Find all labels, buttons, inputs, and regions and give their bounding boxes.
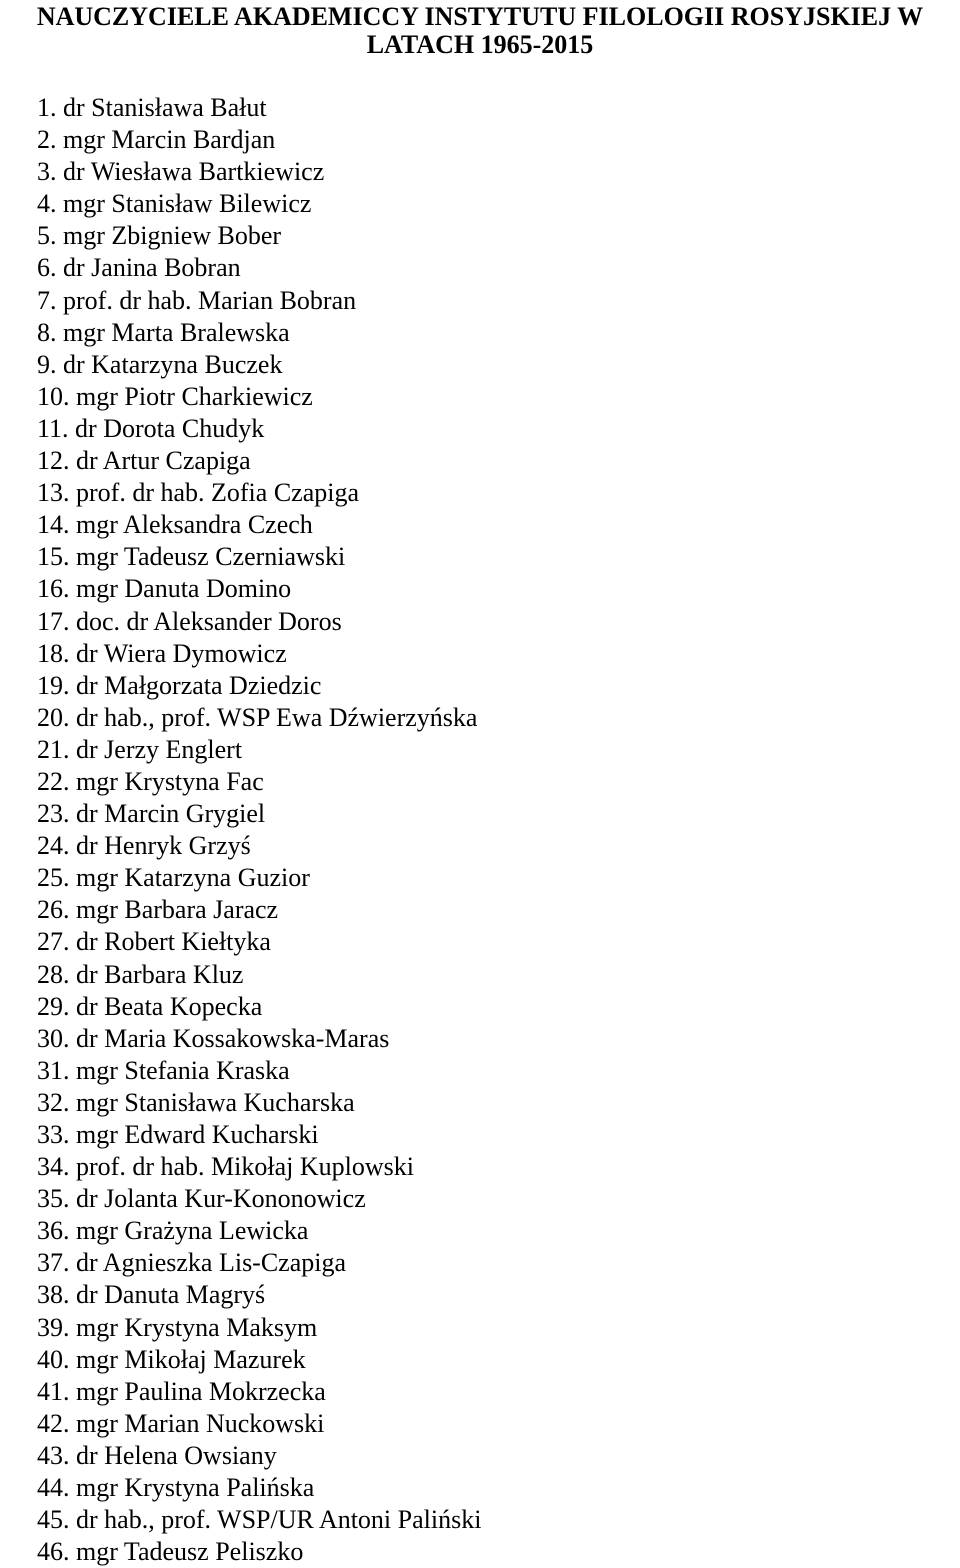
title-line-1: NAUCZYCIELE AKADEMICCY INSTYTUTU FILOLOGII ROSYJSKIEJ W <box>36 2 924 31</box>
list-item-name: dr Barbara Kluz <box>76 959 244 989</box>
list-item-name: dr Wiera Dymowicz <box>76 638 287 668</box>
list-item-number: 12. <box>37 446 70 476</box>
list-item-number: 22. <box>37 766 70 796</box>
list-item-number: 18. <box>37 638 70 668</box>
list-item <box>37 1119 481 1151</box>
list-item-name: mgr Stanisław Bilewicz <box>63 189 312 219</box>
list-item <box>37 1151 481 1183</box>
list-item <box>37 1408 481 1440</box>
list-item-number: 32. <box>37 1087 70 1117</box>
list-item-name: dr Marcin Grygiel <box>76 799 266 829</box>
list-item <box>37 1376 481 1408</box>
list-item <box>37 606 481 638</box>
list-item <box>37 285 481 317</box>
list-item <box>37 477 481 509</box>
list-item <box>37 766 481 798</box>
list-item-number: 23. <box>37 799 70 829</box>
list-item-name: dr Robert Kiełtyka <box>76 927 271 957</box>
list-item <box>37 252 481 284</box>
list-item-number: 20. <box>37 702 70 732</box>
list-item-name: mgr Zbigniew Bober <box>63 221 282 251</box>
list-item-name: dr Agnieszka Lis-Czapiga <box>76 1248 347 1278</box>
list-item-name: prof. dr hab. Zofia Czapiga <box>76 478 360 508</box>
list-item-name: mgr Danuta Domino <box>76 574 292 604</box>
list-item-name: mgr Krystyna Fac <box>76 766 264 796</box>
list-item-number: 11. <box>37 413 69 443</box>
list-item <box>37 220 481 252</box>
list-item <box>37 926 481 958</box>
list-item-name: mgr Marcin Bardjan <box>63 125 276 155</box>
list-item-number: 28. <box>37 959 70 989</box>
list-item <box>37 156 481 188</box>
list-item-name: dr Jolanta Kur-Kononowicz <box>76 1184 366 1214</box>
list-item <box>37 991 481 1023</box>
list-item <box>37 349 481 381</box>
list-item-name: prof. dr hab. Mikołaj Kuplowski <box>76 1152 414 1182</box>
list-item <box>37 1536 481 1568</box>
list-item-number: 43. <box>37 1440 70 1470</box>
list-item <box>37 1183 481 1215</box>
list-item <box>37 1023 481 1055</box>
list-item-name: dr Beata Kopecka <box>76 991 263 1021</box>
list-item-name: dr Katarzyna Buczek <box>63 349 283 379</box>
list-item-number: 30. <box>37 1023 70 1053</box>
list-item-number: 38. <box>37 1280 70 1310</box>
list-item <box>37 188 481 220</box>
list-item-name: dr hab., prof. WSP Ewa Dźwierzyńska <box>76 702 478 732</box>
list-item <box>37 670 481 702</box>
list-item-number: 17. <box>37 606 70 636</box>
list-item <box>37 862 481 894</box>
list-item-number: 45. <box>37 1505 70 1535</box>
list-item-name: dr Dorota Chudyk <box>75 413 265 443</box>
list-item-number: 27. <box>37 927 70 957</box>
list-item-number: 36. <box>37 1216 70 1246</box>
list-item-number: 25. <box>37 863 70 893</box>
list-item-name: dr Stanisława Bałut <box>63 93 267 122</box>
list-item <box>37 894 481 926</box>
list-item <box>37 959 481 991</box>
list-item-name: mgr Paulina Mokrzecka <box>76 1376 326 1406</box>
list-item-name: mgr Mikołaj Mazurek <box>76 1344 306 1374</box>
list-item <box>37 1312 481 1344</box>
list-item-number: 41. <box>37 1376 70 1406</box>
list-item-name: mgr Piotr Charkiewicz <box>76 381 313 411</box>
list-item-number: 1. <box>37 93 57 122</box>
list-item-name: mgr Tadeusz Peliszko <box>76 1537 304 1567</box>
list-item <box>37 445 481 477</box>
list-item-number: 37. <box>37 1248 70 1278</box>
list-item <box>37 702 481 734</box>
list-item-name: dr Małgorzata Dziedzic <box>76 670 322 700</box>
list-item-name: mgr Tadeusz Czerniawski <box>76 542 346 572</box>
list-item-number: 8. <box>37 317 57 347</box>
list-item <box>37 541 481 573</box>
list-item <box>37 1344 481 1376</box>
list-item <box>37 1215 481 1247</box>
list-item-name: dr Janina Bobran <box>63 253 241 283</box>
list-item <box>37 1247 481 1279</box>
staff-list <box>37 92 481 1568</box>
list-item <box>37 638 481 670</box>
list-item-name: dr Danuta Magryś <box>76 1280 266 1310</box>
list-item <box>37 1504 481 1536</box>
list-item-name: mgr Aleksandra Czech <box>76 510 313 540</box>
list-item-number: 5. <box>37 221 57 251</box>
list-item-name: prof. dr hab. Marian Bobran <box>63 285 357 315</box>
list-item-name: mgr Stanisława Kucharska <box>76 1087 355 1117</box>
list-item-number: 24. <box>37 831 70 861</box>
list-item-number: 21. <box>37 734 70 764</box>
list-item-number: 14. <box>37 510 70 540</box>
list-item-number: 13. <box>37 478 70 508</box>
list-item-name: mgr Grażyna Lewicka <box>76 1216 309 1246</box>
list-item-number: 40. <box>37 1344 70 1374</box>
list-item-number: 4. <box>37 189 57 219</box>
list-item-number: 15. <box>37 542 70 572</box>
list-item-number: 6. <box>37 253 57 283</box>
list-item-number: 26. <box>37 895 70 925</box>
list-item <box>37 1055 481 1087</box>
list-item-name: dr Wiesława Bartkiewicz <box>63 157 325 187</box>
list-item-name: dr Artur Czapiga <box>76 446 251 476</box>
list-item <box>37 1472 481 1504</box>
list-item-number: 19. <box>37 670 70 700</box>
list-item-number: 29. <box>37 991 70 1021</box>
list-item-number: 39. <box>37 1312 70 1342</box>
list-item <box>37 1087 481 1119</box>
list-item-number: 3. <box>37 157 57 187</box>
list-item-name: mgr Marta Bralewska <box>63 317 290 347</box>
list-item-number: 31. <box>37 1055 70 1085</box>
list-item <box>37 381 481 413</box>
list-item <box>37 92 481 124</box>
list-item-number: 34. <box>37 1152 70 1182</box>
list-item-name: mgr Marian Nuckowski <box>76 1408 325 1438</box>
list-item-name: dr Jerzy Englert <box>76 734 243 764</box>
list-item-name: mgr Krystyna Palińska <box>76 1473 315 1503</box>
list-item-number: 33. <box>37 1120 70 1149</box>
list-item-name: mgr Katarzyna Guzior <box>76 863 310 893</box>
list-item <box>37 124 481 156</box>
list-item-number: 7. <box>37 285 57 315</box>
list-item-name: dr hab., prof. WSP/UR Antoni Paliński <box>76 1505 482 1535</box>
list-item-number: 9. <box>37 349 57 379</box>
list-item-number: 42. <box>37 1408 70 1438</box>
list-item <box>37 413 481 445</box>
list-item-number: 44. <box>37 1473 70 1503</box>
list-item <box>37 573 481 605</box>
list-item-number: 16. <box>37 574 70 604</box>
list-item-name: mgr Edward Kucharski <box>76 1120 319 1149</box>
list-item <box>37 1440 481 1472</box>
list-item <box>37 830 481 862</box>
list-item <box>37 1279 481 1311</box>
list-item-name: mgr Stefania Kraska <box>76 1055 290 1085</box>
list-item-name: dr Henryk Grzyś <box>76 831 251 861</box>
list-item-name: doc. dr Aleksander Doros <box>76 606 342 636</box>
list-item <box>37 798 481 830</box>
list-item-name: mgr Krystyna Maksym <box>76 1312 318 1342</box>
list-item-number: 46. <box>37 1537 70 1567</box>
list-item-number: 2. <box>37 125 57 155</box>
list-item <box>37 317 481 349</box>
list-item <box>37 734 481 766</box>
list-item <box>37 509 481 541</box>
list-item-name: dr Helena Owsiany <box>76 1440 277 1470</box>
list-item-number: 10. <box>37 381 70 411</box>
list-item-name: dr Maria Kossakowska-Maras <box>76 1023 390 1053</box>
title-line-2: LATACH 1965-2015 <box>366 30 594 59</box>
list-item-number: 35. <box>37 1184 70 1214</box>
list-item-name: mgr Barbara Jaracz <box>76 895 279 925</box>
